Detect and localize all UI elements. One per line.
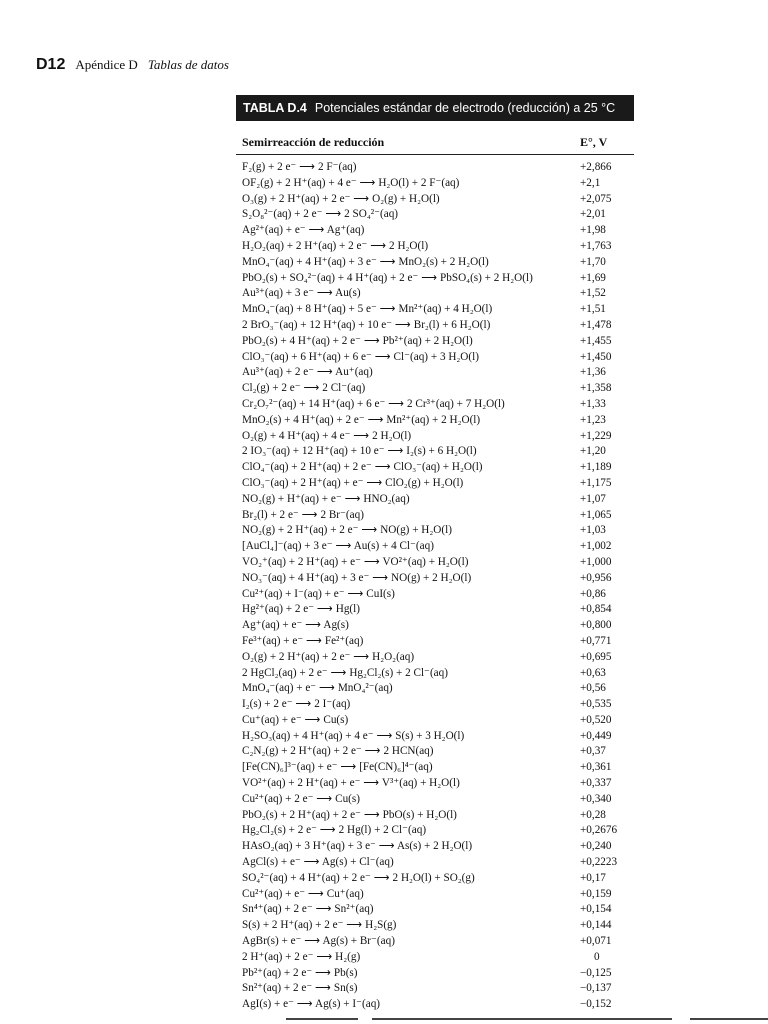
half-reaction: Cu²⁺(aq) + 2 e⁻ ⟶ Cu(s) [242, 792, 360, 805]
potential-value: +1,189 [580, 461, 612, 474]
table-row [236, 587, 634, 603]
table-row [236, 792, 634, 808]
half-reaction: Sn⁴⁺(aq) + 2 e⁻ ⟶ Sn²⁺(aq) [242, 903, 374, 916]
page-header [36, 56, 229, 74]
half-reaction: Cl₂(g) + 2 e⁻ ⟶ 2 Cl⁻(aq) [242, 382, 366, 395]
half-reaction: ClO₃⁻(aq) + 6 H⁺(aq) + 6 e⁻ ⟶ Cl⁻(aq) + 3 H₂O(l) [242, 350, 479, 363]
potential-value: +0,37 [580, 745, 606, 758]
potential-value: +1,000 [580, 555, 612, 568]
potential-value: +0,520 [580, 713, 612, 726]
potential-value: −0,125 [580, 966, 612, 979]
potential-value: +1,065 [580, 508, 612, 521]
potential-value: +2,075 [580, 192, 612, 205]
half-reaction: Ag²⁺(aq) + e⁻ ⟶ Ag⁺(aq) [242, 224, 365, 237]
table-row [236, 981, 634, 997]
potential-value: +2,1 [580, 176, 601, 189]
potential-value: +1,36 [580, 366, 606, 379]
table-row [236, 776, 634, 792]
half-reaction: 2 HgCl₂(aq) + 2 e⁻ ⟶ Hg₂Cl₂(s) + 2 Cl⁻(aq) [242, 666, 448, 679]
half-reaction: NO₂(g) + H⁺(aq) + e⁻ ⟶ HNO₂(aq) [242, 492, 410, 505]
potential-value: +0,154 [580, 903, 612, 916]
page-code: D12 [36, 56, 66, 73]
half-reaction: PbO₂(s) + SO₄²⁻(aq) + 4 H⁺(aq) + 2 e⁻ ⟶ PbSO₄(s) + 2 H₂O(l) [242, 271, 533, 284]
potential-value: +1,51 [580, 303, 606, 316]
half-reaction: Br₂(l) + 2 e⁻ ⟶ 2 Br⁻(aq) [242, 508, 364, 521]
half-reaction: OF₂(g) + 2 H⁺(aq) + 4 e⁻ ⟶ H₂O(l) + 2 F⁻(aq) [242, 176, 460, 189]
potential-value: +0,695 [580, 650, 612, 663]
half-reaction: I₂(s) + 2 e⁻ ⟶ 2 I⁻(aq) [242, 698, 351, 711]
table-title-bar [236, 95, 634, 121]
table-row [236, 729, 634, 745]
table-row [236, 207, 634, 223]
potential-value: +1,002 [580, 540, 612, 553]
half-reaction: O₂(g) + 2 H⁺(aq) + 2 e⁻ ⟶ H₂O₂(aq) [242, 650, 415, 663]
table-row [236, 523, 634, 539]
potential-value: −0,152 [580, 998, 612, 1011]
table-row [236, 918, 634, 934]
table-row [236, 192, 634, 208]
potential-value: 0 [594, 950, 600, 963]
potential-value: +0,956 [580, 571, 612, 584]
half-reaction: VO₂⁺(aq) + 2 H⁺(aq) + e⁻ ⟶ VO²⁺(aq) + H₂O(l) [242, 555, 469, 568]
column-header-potential: E°, V [580, 135, 608, 149]
half-reaction: Cr₂O₇²⁻(aq) + 14 H⁺(aq) + 6 e⁻ ⟶ 2 Cr³⁺(aq) + 7 H₂O(l) [242, 397, 505, 410]
table-row [236, 902, 634, 918]
half-reaction: O₃(g) + 2 H⁺(aq) + 2 e⁻ ⟶ O₂(g) + H₂O(l) [242, 192, 440, 205]
half-reaction: F₂(g) + 2 e⁻ ⟶ 2 F⁻(aq) [242, 161, 357, 173]
potential-value: +1,23 [580, 413, 606, 426]
potential-value: +1,70 [580, 255, 606, 268]
half-reaction: Cu²⁺(aq) + e⁻ ⟶ Cu⁺(aq) [242, 887, 364, 900]
table-row [236, 839, 634, 855]
table-row [236, 508, 634, 524]
potential-value: +0,28 [580, 808, 606, 821]
potential-value: +0,340 [580, 792, 612, 805]
potential-value: +1,07 [580, 492, 606, 505]
potential-value: +1,03 [580, 524, 606, 537]
table-row [236, 571, 634, 587]
potential-value: +1,455 [580, 334, 612, 347]
potential-value: +1,98 [580, 224, 606, 237]
potential-value: +0,771 [580, 634, 612, 647]
potential-value: +2,01 [580, 208, 606, 221]
appendix-label: Apéndice D [75, 57, 138, 72]
half-reaction: SO₄²⁻(aq) + 4 H⁺(aq) + 2 e⁻ ⟶ 2 H₂O(l) + SO₂(g) [242, 871, 475, 884]
table-row [236, 397, 634, 413]
section-label: Tablas de datos [147, 57, 229, 72]
table-row [236, 808, 634, 824]
potential-value: +0,86 [580, 587, 606, 600]
half-reaction: Au³⁺(aq) + 3 e⁻ ⟶ Au(s) [242, 287, 361, 300]
half-reaction: Fe³⁺(aq) + e⁻ ⟶ Fe²⁺(aq) [242, 634, 364, 647]
table-row [236, 318, 634, 334]
potential-value: +0,2676 [580, 824, 618, 837]
half-reaction: NO₃⁻(aq) + 4 H⁺(aq) + 3 e⁻ ⟶ NO(g) + 2 H₂O(l) [242, 571, 472, 584]
half-reaction: MnO₄⁻(aq) + 4 H⁺(aq) + 3 e⁻ ⟶ MnO₂(s) + 2 H₂O(l) [242, 255, 489, 268]
table-row [236, 887, 634, 903]
half-reaction: S(s) + 2 H⁺(aq) + 2 e⁻ ⟶ H₂S(g) [242, 919, 397, 932]
table-row [236, 381, 634, 397]
potential-value: +0,2223 [580, 856, 618, 869]
half-reaction: S₂O₈²⁻(aq) + 2 e⁻ ⟶ 2 SO₄²⁻(aq) [242, 208, 399, 221]
potential-value: −0,137 [580, 982, 612, 995]
half-reaction: AgBr(s) + e⁻ ⟶ Ag(s) + Br⁻(aq) [242, 935, 395, 948]
table-row [236, 160, 634, 176]
potentials-table [236, 95, 634, 1013]
table-body [236, 160, 634, 1013]
potential-value: +1,450 [580, 350, 612, 363]
table-row [236, 681, 634, 697]
table-title: Potenciales estándar de electrodo (reducción) a 25 °C [314, 101, 616, 115]
table-row [236, 365, 634, 381]
half-reaction: [AuCl₄]⁻(aq) + 3 e⁻ ⟶ Au(s) + 4 Cl⁻(aq) [242, 540, 434, 553]
half-reaction: 2 BrO₃⁻(aq) + 12 H⁺(aq) + 10 e⁻ ⟶ Br₂(l) + 6 H₂O(l) [242, 318, 491, 331]
potential-value: +0,071 [580, 935, 612, 948]
half-reaction: PbO₂(s) + 4 H⁺(aq) + 2 e⁻ ⟶ Pb²⁺(aq) + 2 H₂O(l) [242, 334, 473, 347]
table-row [236, 492, 634, 508]
half-reaction: C₂N₂(g) + 2 H⁺(aq) + 2 e⁻ ⟶ 2 HCN(aq) [242, 745, 434, 758]
table-row [236, 997, 634, 1013]
table-row [236, 271, 634, 287]
table-column-header [236, 135, 634, 155]
potential-value: +1,33 [580, 397, 606, 410]
table-row [236, 697, 634, 713]
half-reaction: MnO₂(s) + 4 H⁺(aq) + 2 e⁻ ⟶ Mn²⁺(aq) + 2 H₂O(l) [242, 413, 481, 426]
half-reaction: HAsO₂(aq) + 3 H⁺(aq) + 3 e⁻ ⟶ As(s) + 2 H₂O(l) [242, 840, 473, 853]
potential-value: +1,69 [580, 271, 606, 284]
half-reaction: H₂O₂(aq) + 2 H⁺(aq) + 2 e⁻ ⟶ 2 H₂O(l) [242, 239, 429, 252]
table-row [236, 255, 634, 271]
potential-value: +0,800 [580, 619, 612, 632]
table-row [236, 966, 634, 982]
half-reaction: O₂(g) + 4 H⁺(aq) + 4 e⁻ ⟶ 2 H₂O(l) [242, 429, 412, 442]
potential-value: +1,20 [580, 445, 606, 458]
potential-value: +1,763 [580, 239, 612, 252]
half-reaction: Sn²⁺(aq) + 2 e⁻ ⟶ Sn(s) [242, 982, 358, 995]
table-row [236, 555, 634, 571]
table-row [236, 239, 634, 255]
half-reaction: 2 IO₃⁻(aq) + 12 H⁺(aq) + 10 e⁻ ⟶ I₂(s) + 6 H₂O(l) [242, 445, 477, 458]
table-row [236, 302, 634, 318]
footer-rule [690, 1018, 768, 1020]
table-row [236, 950, 634, 966]
half-reaction: Pb²⁺(aq) + 2 e⁻ ⟶ Pb(s) [242, 966, 358, 979]
half-reaction: Hg₂Cl₂(s) + 2 e⁻ ⟶ 2 Hg(l) + 2 Cl⁻(aq) [242, 824, 427, 837]
table-row [236, 223, 634, 239]
potential-value: +0,240 [580, 840, 612, 853]
table-row [236, 634, 634, 650]
table-row [236, 618, 634, 634]
footer-rule [286, 1018, 358, 1020]
table-row [236, 460, 634, 476]
table-row [236, 744, 634, 760]
potential-value: +1,358 [580, 382, 612, 395]
half-reaction: MnO₄⁻(aq) + 8 H⁺(aq) + 5 e⁻ ⟶ Mn²⁺(aq) + 4 H₂O(l) [242, 303, 493, 316]
potential-value: +1,478 [580, 318, 612, 331]
table-row [236, 476, 634, 492]
potential-value: +2,866 [580, 161, 612, 173]
potential-value: +0,361 [580, 761, 612, 774]
half-reaction: Cu⁺(aq) + e⁻ ⟶ Cu(s) [242, 713, 349, 726]
half-reaction: AgCl(s) + e⁻ ⟶ Ag(s) + Cl⁻(aq) [242, 856, 394, 869]
table-row [236, 666, 634, 682]
table-row [236, 855, 634, 871]
table-row [236, 286, 634, 302]
potential-value: +1,229 [580, 429, 612, 442]
half-reaction: ClO₄⁻(aq) + 2 H⁺(aq) + 2 e⁻ ⟶ ClO₃⁻(aq) + H₂O(l) [242, 461, 483, 474]
half-reaction: PbO₂(s) + 2 H⁺(aq) + 2 e⁻ ⟶ PbO(s) + H₂O(l) [242, 808, 457, 821]
table-row [236, 444, 634, 460]
half-reaction: 2 H⁺(aq) + 2 e⁻ ⟶ H₂(g) [242, 950, 361, 963]
table-row [236, 429, 634, 445]
half-reaction: Hg²⁺(aq) + 2 e⁻ ⟶ Hg(l) [242, 603, 360, 616]
half-reaction: ClO₃⁻(aq) + 2 H⁺(aq) + e⁻ ⟶ ClO₂(g) + H₂O(l) [242, 476, 464, 489]
potential-value: +0,56 [580, 682, 606, 695]
table-row [236, 176, 634, 192]
half-reaction: H₂SO₃(aq) + 4 H⁺(aq) + 4 e⁻ ⟶ S(s) + 3 H₂O(l) [242, 729, 465, 742]
footer-rule [372, 1018, 672, 1020]
table-row [236, 871, 634, 887]
half-reaction: AgI(s) + e⁻ ⟶ Ag(s) + I⁻(aq) [242, 998, 381, 1011]
potential-value: +0,449 [580, 729, 612, 742]
half-reaction: Au³⁺(aq) + 2 e⁻ ⟶ Au⁺(aq) [242, 366, 373, 379]
table-row [236, 713, 634, 729]
potential-value: +0,63 [580, 666, 606, 679]
table-row [236, 650, 634, 666]
potential-value: +1,175 [580, 476, 612, 489]
half-reaction: NO₂(g) + 2 H⁺(aq) + 2 e⁻ ⟶ NO(g) + H₂O(l) [242, 524, 452, 537]
column-header-reaction: Semirreacción de reducción [242, 135, 385, 149]
table-row [236, 350, 634, 366]
table-label: TABLA D.4 [243, 101, 307, 115]
table-row [236, 823, 634, 839]
half-reaction: Ag⁺(aq) + e⁻ ⟶ Ag(s) [242, 619, 349, 632]
potential-value: +1,52 [580, 287, 606, 300]
table-row [236, 760, 634, 776]
potential-value: +0,337 [580, 777, 612, 790]
half-reaction: MnO₄⁻(aq) + e⁻ ⟶ MnO₄²⁻(aq) [242, 682, 393, 695]
potential-value: +0,17 [580, 871, 606, 884]
table-row [236, 539, 634, 555]
table-row [236, 413, 634, 429]
potential-value: +0,854 [580, 603, 612, 616]
half-reaction: VO²⁺(aq) + 2 H⁺(aq) + e⁻ ⟶ V³⁺(aq) + H₂O(l) [242, 777, 460, 790]
half-reaction: [Fe(CN)₆]³⁻(aq) + e⁻ ⟶ [Fe(CN)₆]⁴⁻(aq) [242, 761, 433, 774]
half-reaction: Cu²⁺(aq) + I⁻(aq) + e⁻ ⟶ CuI(s) [242, 587, 395, 600]
table-row [236, 334, 634, 350]
table-row [236, 602, 634, 618]
potential-value: +0,535 [580, 698, 612, 711]
potential-value: +0,159 [580, 887, 612, 900]
table-row [236, 934, 634, 950]
potential-value: +0,144 [580, 919, 612, 932]
